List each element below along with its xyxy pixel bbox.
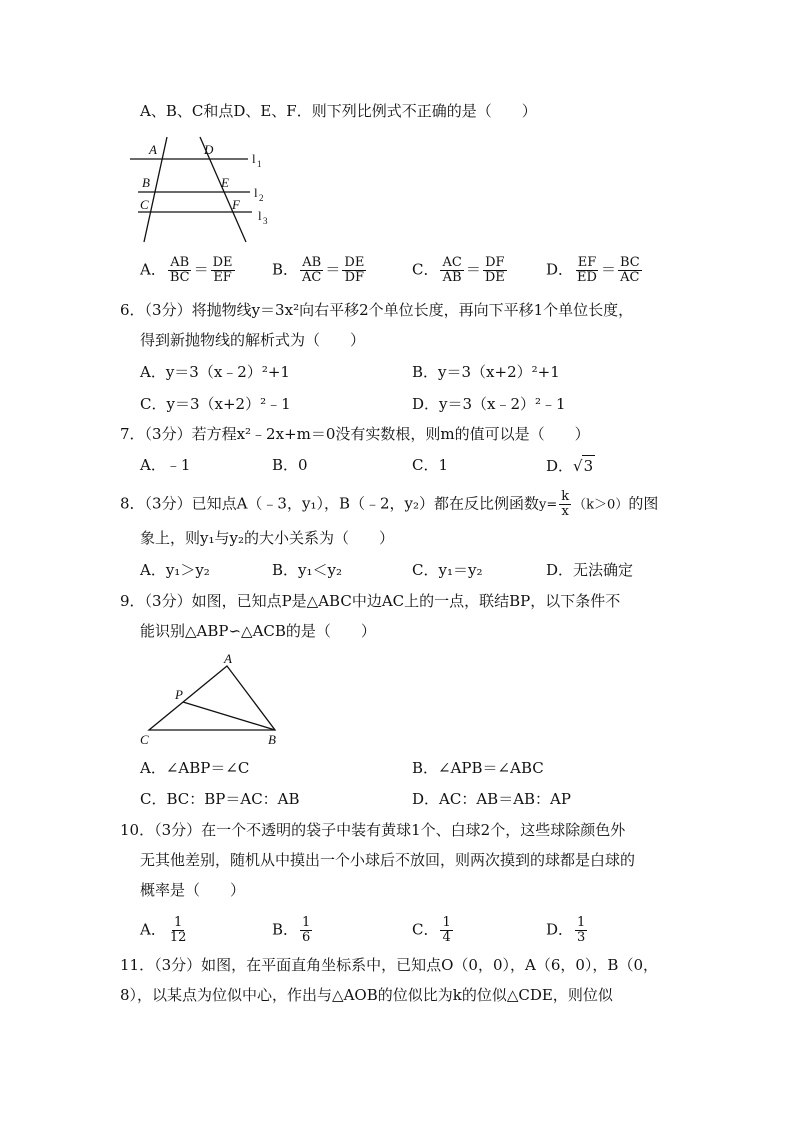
question-5-stem: A、B、C和点D、E、F．则下列比例式不正确的是（ ） [140, 102, 537, 120]
q10-option-b[interactable]: B． $\frac{1}{6}$ [272, 915, 311, 945]
sqrt-value: 3 [583, 457, 594, 475]
q7-option-d[interactable]: D．√3 [546, 457, 594, 475]
q8-option-d[interactable]: D．无法确定 [546, 561, 634, 579]
label-B: B [142, 175, 150, 190]
q5-option-b[interactable]: B． $\frac{AB}{AC}$ ＝ $\frac{DE}{DF}$ [272, 255, 365, 285]
q5-option-a[interactable]: A． $\frac{AB}{BC}$ ＝ $\frac{DE}{EF}$ [140, 255, 233, 285]
label-l2: l [254, 185, 258, 200]
q8-option-c[interactable]: C．y₁＝y₂ [412, 561, 483, 579]
label-C: C [140, 732, 149, 747]
question-6-line-2: 得到新抛物线的解析式为（ ） [140, 331, 366, 349]
question-8-line-2: 象上，则y₁与y₂的大小关系为（ ） [140, 529, 394, 547]
q10-option-d[interactable]: D． $\frac{1}{3}$ [546, 915, 586, 945]
question-10-line-2: 无其他差别，随机从中摸出一个小球后不放回，则两次摸到的球都是白球的 [140, 851, 636, 869]
question-9-line-2: 能识别△ABP∽△ACB的是（ ） [140, 622, 376, 640]
label-P: P [175, 687, 183, 702]
parallel-lines-figure [130, 134, 280, 246]
q6-option-a[interactable]: A．y＝3（x﹣2）²+1 [140, 363, 290, 381]
label-l3: l [258, 208, 262, 223]
q7-option-a[interactable]: A．﹣1 [140, 456, 191, 474]
question-10-line-1: 10．（3分）在一个不透明的袋子中装有黄球1个、白球2个，这些球除颜色外 [120, 821, 626, 839]
q6-option-d[interactable]: D．y＝3（x﹣2）²﹣1 [412, 395, 566, 413]
label-E: E [221, 175, 229, 190]
q7-option-c[interactable]: C．1 [412, 456, 449, 474]
q10-option-a[interactable]: A． $\frac{1}{12}$ [140, 915, 187, 945]
q5-option-d[interactable]: D． $\frac{EF}{ED}$ ＝ $\frac{BC}{AC}$ [546, 255, 640, 285]
triangle-figure [135, 650, 285, 750]
q10-option-c[interactable]: C． $\frac{1}{4}$ [412, 915, 451, 945]
q9-option-c[interactable]: C．BC：BP＝AC：AB [140, 790, 300, 808]
q5-option-c[interactable]: C． $\frac{AC}{AB}$ ＝ $\frac{DF}{DE}$ [412, 255, 505, 285]
question-7-line-1: 7．（3分）若方程x²﹣2x+m＝0没有实数根，则m的值可以是（ ） [120, 425, 590, 443]
question-8-line-1: 8．（3分）已知点A（﹣3，y₁），B（﹣2，y₂）都在反比例函数y= $\frac{k}{x}$ （k＞0）的图 [120, 489, 659, 519]
question-6-line-1: 6．（3分）将抛物线y＝3x²向右平移2个单位长度，再向下平移1个单位长度， [120, 301, 634, 319]
q7-option-b[interactable]: B．0 [272, 456, 308, 474]
label-l1-sub: 1 [257, 159, 262, 169]
question-9-line-1: 9．（3分）如图，已知点P是△ABC中边AC上的一点，联结BP，以下条件不 [120, 592, 621, 610]
q9-option-b[interactable]: B．∠APB＝∠ABC [412, 759, 544, 777]
question-10-line-3: 概率是（ ） [140, 881, 246, 899]
label-l2-sub: 2 [259, 193, 264, 203]
question-11-line-2: 8），以某点为位似中心，作出与△AOB的位似比为k的位似△CDE，则位似 [120, 986, 613, 1004]
label-A: A [224, 651, 232, 666]
label-D: D [204, 142, 214, 157]
label-l1: l [252, 151, 256, 166]
label-l3-sub: 3 [263, 216, 268, 226]
q6-option-b[interactable]: B．y＝3（x+2）²+1 [412, 363, 560, 381]
q9-option-a[interactable]: A．∠ABP＝∠C [140, 759, 250, 777]
label-F: F [232, 197, 240, 212]
q6-option-c[interactable]: C．y＝3（x+2）²﹣1 [140, 395, 291, 413]
label-A: A [149, 142, 157, 157]
label-C: C [140, 197, 149, 212]
label-B: B [268, 732, 276, 747]
q8-option-a[interactable]: A．y₁＞y₂ [140, 561, 210, 579]
q9-option-d[interactable]: D．AC：AB＝AB：AP [412, 790, 571, 808]
q8-option-b[interactable]: B．y₁＜y₂ [272, 561, 342, 579]
question-11-line-1: 11．（3分）如图，在平面直角坐标系中，已知点O（0，0），A（6，0），B（0， [120, 956, 659, 974]
